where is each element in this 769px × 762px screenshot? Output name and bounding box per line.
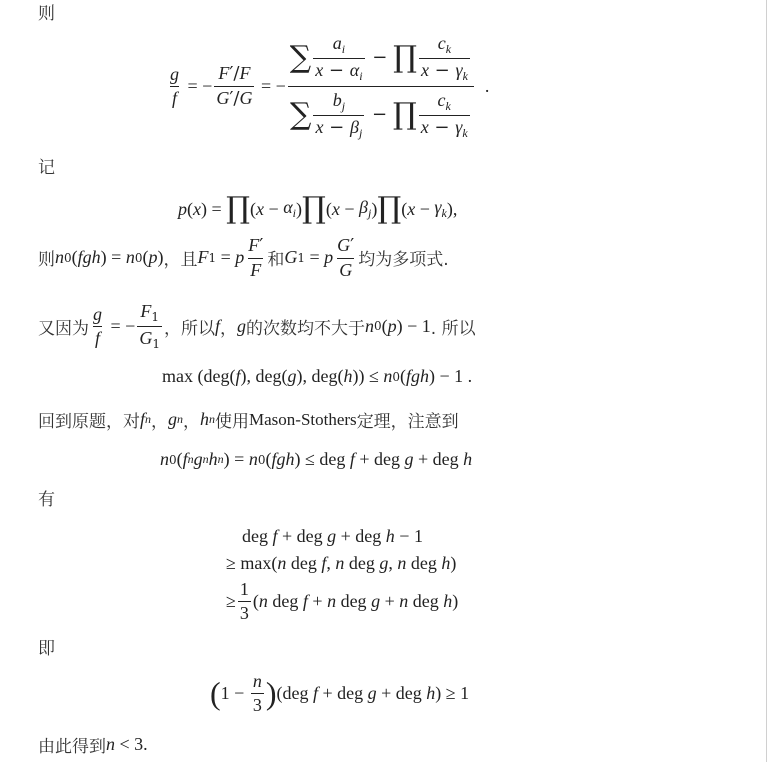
text-shiyong: 使用 bbox=[215, 412, 250, 432]
equation-ge-third: ≥ $\frac{1}{3}$ ( n deg f + n deg g + n deg h ) bbox=[226, 579, 459, 623]
text-cishu: 的次数均不大于 bbox=[245, 318, 365, 339]
text-comma: ， bbox=[219, 318, 237, 339]
text-suoyi-2: . 所以 bbox=[430, 318, 476, 339]
equation-final: ( 1 − $\frac{n}{3}$ ) (deg f + deg g + deg h ) ≥ 1 bbox=[210, 671, 470, 715]
text-mason-stothers: Mason-Stothers bbox=[249, 409, 357, 429]
line-mason-stothers: 回到原题，对 f n ， g n ， h n 使用 Mason-Stothers 定理，注意到 bbox=[38, 409, 459, 432]
text-huidao: 回到原题，对 bbox=[38, 412, 140, 432]
text-ze-1: 则 bbox=[38, 4, 55, 24]
text-you: 有 bbox=[38, 490, 55, 510]
text-youci: 由此得到 bbox=[38, 737, 106, 757]
line-conclusion: 由此得到 n < 3. bbox=[38, 734, 148, 757]
text-ze-2: 则 bbox=[38, 250, 55, 271]
equation-deg-sum: deg f + deg g + deg h − 1 bbox=[242, 526, 423, 546]
text-ji-2: 即 bbox=[38, 639, 55, 659]
text-ji: 记 bbox=[38, 158, 55, 178]
text-youyin: 又因为 bbox=[38, 318, 89, 339]
text-qie: ，且 bbox=[163, 250, 198, 271]
equation-ge-max: ≥ max( n deg f , n deg g , n deg h ) bbox=[226, 553, 457, 573]
text-dingli: 定理，注意到 bbox=[356, 412, 459, 432]
equation-n0-bound: n 0 ( f n g n h n ) = n 0 ( fgh ) ≤ deg f + deg g + deg h bbox=[160, 449, 473, 469]
equation-ratio: $\frac{g}{f}$ = − $\frac{F'/F}{G'/G}$ = − ∑ $\frac{a_i}{x - \alpha_i}$ − ∏ $\frac{c_k}{x - \gamma_k}$ ∑ $\frac{b_j}{x - \beta_j}$ − ∏ $\frac{c_k}{x - \gamma_k}$ . bbox=[170, 33, 490, 140]
text-he: 和 bbox=[267, 250, 285, 271]
line-n0-polynomials: 则 n 0 ( fgh ) = n 0 ( p ) ，且 F 1 = p $\frac{F'}{F}$ 和 G 1 = p $\frac{G'}{G}$ 均为多项式. bbox=[38, 235, 449, 280]
text-polynomial: 均为多项式. bbox=[358, 250, 449, 271]
equation-p: p ( x ) = ∏ ( x − $\alpha_i$ ) ∏ ( x − $\beta_j$ ) ∏ ( x − $\gamma_k$ ), bbox=[178, 191, 458, 226]
text-suoyi-1: ，所以 bbox=[163, 318, 215, 339]
equation-max-deg: max (deg( f ), deg( g ), deg( h )) ≤ n 0 ( fgh ) − 1 . bbox=[162, 366, 473, 386]
right-border bbox=[766, 0, 767, 762]
line-degree-bound: 又因为 $\frac{g}{f}$ = − $\frac{F_1}{G_1}$ ，所以 f ， g 的次数均不大于 n 0 ( p ) − 1 . 所以 bbox=[38, 301, 476, 351]
